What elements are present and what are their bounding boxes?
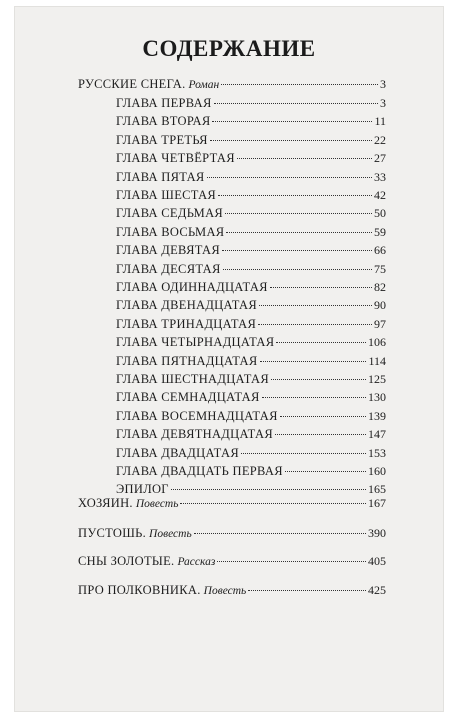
dot-leader — [212, 120, 372, 122]
dot-leader — [217, 560, 366, 562]
toc-entry-page: 90 — [374, 298, 386, 313]
toc-entry-title: ГЛАВА СЕМНАДЦАТАЯ — [116, 390, 260, 405]
toc-entry-page: 139 — [368, 408, 386, 423]
toc-entry-page: 106 — [368, 335, 386, 350]
dot-leader — [171, 488, 366, 490]
dot-leader — [271, 378, 366, 380]
toc-entry-chapter[interactable] — [14, 370, 444, 388]
toc-entry-page: 3 — [380, 96, 386, 110]
dot-leader — [262, 396, 366, 398]
dot-leader — [225, 212, 372, 214]
toc-entry-work[interactable] — [14, 494, 444, 512]
toc-entry-chapter[interactable] — [14, 462, 444, 480]
dot-leader — [241, 452, 366, 454]
toc-entry-chapter[interactable] — [14, 149, 444, 167]
toc-entry-title: ГЛАВА ДВАДЦАТЬ ПЕРВАЯ — [116, 464, 283, 478]
toc-entry-page: 22 — [374, 132, 386, 147]
toc-entry-page: 160 — [368, 464, 386, 478]
toc-entry-title: ГЛАВА ДЕВЯТАЯ — [116, 243, 220, 258]
toc-entry-page: 11 — [374, 114, 386, 129]
toc-entry-chapter[interactable] — [14, 131, 444, 149]
toc-entry-title: ГЛАВА ПЯТНАДЦАТАЯ — [116, 353, 258, 368]
toc-entry-work[interactable] — [14, 524, 444, 542]
toc-entry-page: 114 — [368, 353, 386, 368]
toc-entry-title: ГЛАВА ВТОРАЯ — [116, 114, 211, 129]
toc-entry-chapter[interactable] — [14, 223, 444, 241]
toc-entry-page: 405 — [368, 554, 386, 568]
toc-entry-title: РУССКИЕ СНЕГА. — [78, 77, 186, 91]
toc-entry-page: 27 — [374, 151, 386, 166]
toc-entry-page: 82 — [374, 280, 386, 294]
toc-entry-chapter[interactable] — [14, 425, 444, 443]
toc-entry-genre: Рассказ — [177, 556, 216, 568]
toc-entry-page: 3 — [380, 77, 386, 91]
dot-leader — [221, 83, 378, 85]
toc-entry-genre: Повесть — [203, 585, 247, 597]
toc-entry-title: ГЛАВА ТРЕТЬЯ — [116, 132, 208, 147]
toc-entry-title: ГЛАВА ПЕРВАЯ — [116, 96, 212, 110]
toc-entry-genre: Роман — [188, 79, 220, 91]
toc-entry-genre: Повесть — [135, 498, 179, 510]
toc-entry-chapter[interactable] — [14, 241, 444, 259]
toc-entry-chapter[interactable] — [14, 260, 444, 278]
dot-leader — [214, 102, 378, 104]
dot-leader — [275, 433, 366, 435]
toc-entry-chapter[interactable] — [14, 112, 444, 130]
dot-leader — [270, 286, 372, 288]
toc-entry-work[interactable] — [14, 581, 444, 599]
toc-entry-title: ГЛАВА ПЯТАЯ — [116, 169, 205, 184]
toc-entry-page: 50 — [374, 206, 386, 221]
dot-leader — [226, 231, 372, 233]
toc-entry-page: 390 — [368, 526, 386, 540]
toc-entry-chapter[interactable] — [14, 168, 444, 186]
toc-entry-chapter[interactable] — [14, 296, 444, 314]
dot-leader — [260, 360, 367, 362]
toc-entry-title: ГЛАВА ЧЕТВЁРТАЯ — [116, 151, 235, 166]
toc-entry-chapter[interactable] — [14, 315, 444, 333]
toc-entry-chapter[interactable] — [14, 94, 444, 112]
dot-leader — [194, 532, 366, 534]
toc-entry-page: 66 — [374, 243, 386, 258]
toc-entry-page: 125 — [368, 372, 386, 386]
toc-entry-novel[interactable] — [14, 75, 444, 93]
toc-entry-page: 153 — [368, 445, 386, 460]
toc-entry-page: 75 — [374, 261, 386, 276]
dot-leader — [259, 304, 372, 306]
toc-entry-chapter[interactable] — [14, 186, 444, 204]
page-title: СОДЕРЖАНИЕ — [142, 36, 316, 61]
dot-leader — [210, 139, 372, 141]
toc-entry-page: 147 — [368, 427, 386, 442]
dot-leader — [276, 341, 366, 343]
toc-entry-chapter[interactable] — [14, 352, 444, 370]
toc-entry-page: 33 — [374, 169, 386, 184]
toc-entry-title: ГЛАВА ШЕСТНАДЦАТАЯ — [116, 372, 270, 386]
dot-leader — [248, 589, 366, 591]
toc-entry-title: ГЛАВА ВОСЕМНАДЦАТАЯ — [116, 408, 278, 423]
toc-entry-page: 165 — [368, 482, 386, 497]
toc-entry-page: 167 — [368, 496, 386, 510]
toc-entry-title: ГЛАВА СЕДЬМАЯ — [116, 206, 224, 221]
toc-entry-chapter[interactable] — [14, 444, 444, 462]
toc-entry-page: 425 — [368, 583, 386, 597]
toc-entry-title: ПУСТОШЬ. — [78, 526, 147, 540]
dot-leader — [258, 323, 372, 325]
toc-entry-title: ГЛАВА ДЕСЯТАЯ — [116, 261, 221, 276]
dot-leader — [280, 415, 366, 417]
toc-entry-chapter[interactable] — [14, 278, 444, 296]
toc-entry-title: ЭПИЛОГ — [116, 482, 169, 497]
book-page — [14, 6, 444, 712]
dot-leader — [180, 502, 366, 504]
toc-entry-title: ГЛАВА ВОСЬМАЯ — [116, 224, 225, 239]
toc-entry-chapter[interactable] — [14, 204, 444, 222]
dot-leader — [222, 249, 372, 251]
toc-entry-title: ГЛАВА ОДИННАДЦАТАЯ — [116, 280, 268, 294]
toc-entry-title: ПРО ПОЛКОВНИКА. — [78, 583, 201, 597]
toc-entry-title: ГЛАВА ШЕСТАЯ — [116, 188, 217, 202]
toc-entry-chapter[interactable] — [14, 388, 444, 406]
toc-entry-work[interactable] — [14, 552, 444, 570]
toc-entry-genre: Повесть — [149, 528, 192, 540]
toc-entry-page: 130 — [368, 390, 386, 405]
dot-leader — [223, 268, 372, 270]
toc-entry-title: ХОЗЯИН. — [78, 496, 133, 510]
dot-leader — [207, 176, 372, 178]
toc-entry-chapter[interactable] — [14, 333, 444, 351]
toc-entry-title: ГЛАВА ЧЕТЫРНАДЦАТАЯ — [116, 335, 275, 350]
dot-leader — [218, 194, 372, 196]
toc-entry-title: СНЫ ЗОЛОТЫЕ. — [78, 554, 175, 568]
toc-entry-title: ГЛАВА ДВЕНАДЦАТАЯ — [116, 298, 258, 313]
toc-entry-page: 97 — [374, 316, 386, 331]
toc-entry-title: ГЛАВА ДВАДЦАТАЯ — [116, 445, 239, 460]
toc-entry-title: ГЛАВА ТРИНАДЦАТАЯ — [116, 316, 257, 331]
toc-entry-title: ГЛАВА ДЕВЯТНАДЦАТАЯ — [116, 427, 273, 442]
toc-entry-page: 59 — [374, 224, 386, 239]
toc-entry-chapter[interactable] — [14, 407, 444, 425]
dot-leader — [285, 470, 366, 472]
dot-leader — [237, 157, 372, 159]
toc-entry-page: 42 — [374, 188, 386, 202]
